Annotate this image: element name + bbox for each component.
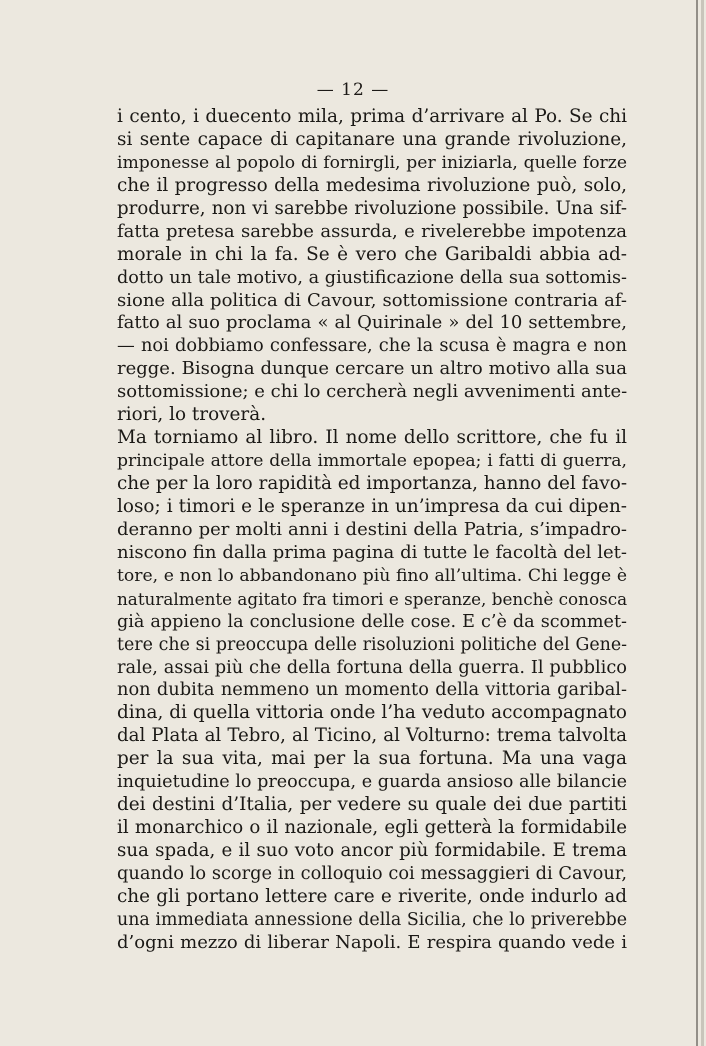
text-line: morale in chi la fa. Se è vero che Garibaldi abbia ad- bbox=[117, 243, 627, 265]
text-line: che il progresso della medesima rivoluzione può, solo, bbox=[117, 174, 627, 196]
text-line: fatta pretesa sarebbe assurda, e rivelerebbe impotenza bbox=[117, 220, 627, 242]
text-line: niscono fin dalla prima pagina di tutte le facoltà del let- bbox=[117, 541, 627, 563]
text-line: — noi dobbiamo confessare, che la scusa è magra e non bbox=[117, 335, 627, 357]
page-edge-shadow bbox=[696, 0, 698, 1046]
body-text bbox=[117, 106, 627, 955]
text-line: produrre, non vi sarebbe rivoluzione possibile. Una sif- bbox=[117, 197, 627, 219]
page-edge-shade bbox=[701, 0, 704, 1046]
text-line: sottomissione; e chi lo cercherà negli avvenimenti ante- bbox=[117, 381, 627, 403]
text-line: i cento, i duecento mila, prima d’arrivare al Po. Se chi bbox=[117, 106, 627, 127]
text-line: il monarchico o il nazionale, egli getterà la formidabile bbox=[117, 817, 627, 839]
text-line: loso; i timori e le speranze in un’impresa da cui dipen- bbox=[117, 495, 627, 517]
text-line: naturalmente agitato fra timori e speranze, benchè conosca bbox=[117, 588, 627, 609]
text-line: inquietudine lo preoccupa, e guarda ansioso alle bilancie bbox=[117, 772, 627, 793]
text-line: regge. Bisogna dunque cercare un altro motivo alla sua bbox=[117, 358, 627, 380]
text-line: deranno per molti anni i destini della Patria, s’impadro- bbox=[117, 518, 627, 540]
text-line: riori, lo troverà. bbox=[117, 404, 267, 426]
text-line: imponesse al popolo di fornirgli, per iniziarla, quelle forze bbox=[117, 152, 627, 173]
text-line: non dubita nemmeno un momento della vittoria garibal- bbox=[117, 679, 627, 701]
text-line: tere che si preoccupa delle risoluzioni politiche del Gene- bbox=[117, 634, 627, 655]
text-line: dal Plata al Tebro, al Ticino, al Volturno: trema talvolta bbox=[117, 725, 627, 747]
text-line: dotto un tale motivo, a giustificazione della sua sottomis- bbox=[117, 267, 627, 288]
text-line: che gli portano lettere care e riverite, onde indurlo ad bbox=[117, 885, 627, 907]
text-line: quando lo scorge in colloquio coi messaggieri di Cavour, bbox=[117, 862, 627, 884]
text-line: principale attore della immortale epopea; i fatti di guerra, bbox=[117, 451, 627, 472]
text-line: dina, di quella vittoria onde l’ha veduto accompagnato bbox=[117, 702, 627, 724]
text-line: si sente capace di capitanare una grande rivoluzione, bbox=[117, 128, 627, 150]
text-line: che per la loro rapidità ed importanza, hanno del favo- bbox=[117, 473, 627, 494]
text-line: rale, assai più che della fortuna della guerra. Il pubblico bbox=[117, 656, 627, 678]
text-line: per la sua vita, mai per la sua fortuna. Ma una vaga bbox=[117, 748, 627, 770]
text-line: sione alla politica di Cavour, sottomissione contraria af- bbox=[117, 289, 627, 311]
text-line: già appieno la conclusione delle cose. E c’è da scommet- bbox=[117, 611, 627, 632]
text-line: una immediata annessione della Sicilia, che lo priverebbe bbox=[117, 909, 627, 930]
text-line: sua spada, e il suo voto ancor più formidabile. E trema bbox=[117, 840, 627, 861]
text-line: d’ogni mezzo di liberar Napoli. E respira quando vede i bbox=[117, 931, 627, 953]
text-line: fatto al suo proclama « al Quirinale » del 10 settembre, bbox=[117, 312, 627, 334]
text-line: dei destini d’Italia, per vedere su quale dei due partiti bbox=[117, 794, 627, 816]
text-line: Ma torniamo al libro. Il nome dello scrittore, che fu il bbox=[117, 427, 627, 449]
page-number: — 12 — bbox=[316, 80, 390, 100]
text-line: tore, e non lo abbandonano più fino all’ultima. Chi legge è bbox=[117, 565, 627, 586]
